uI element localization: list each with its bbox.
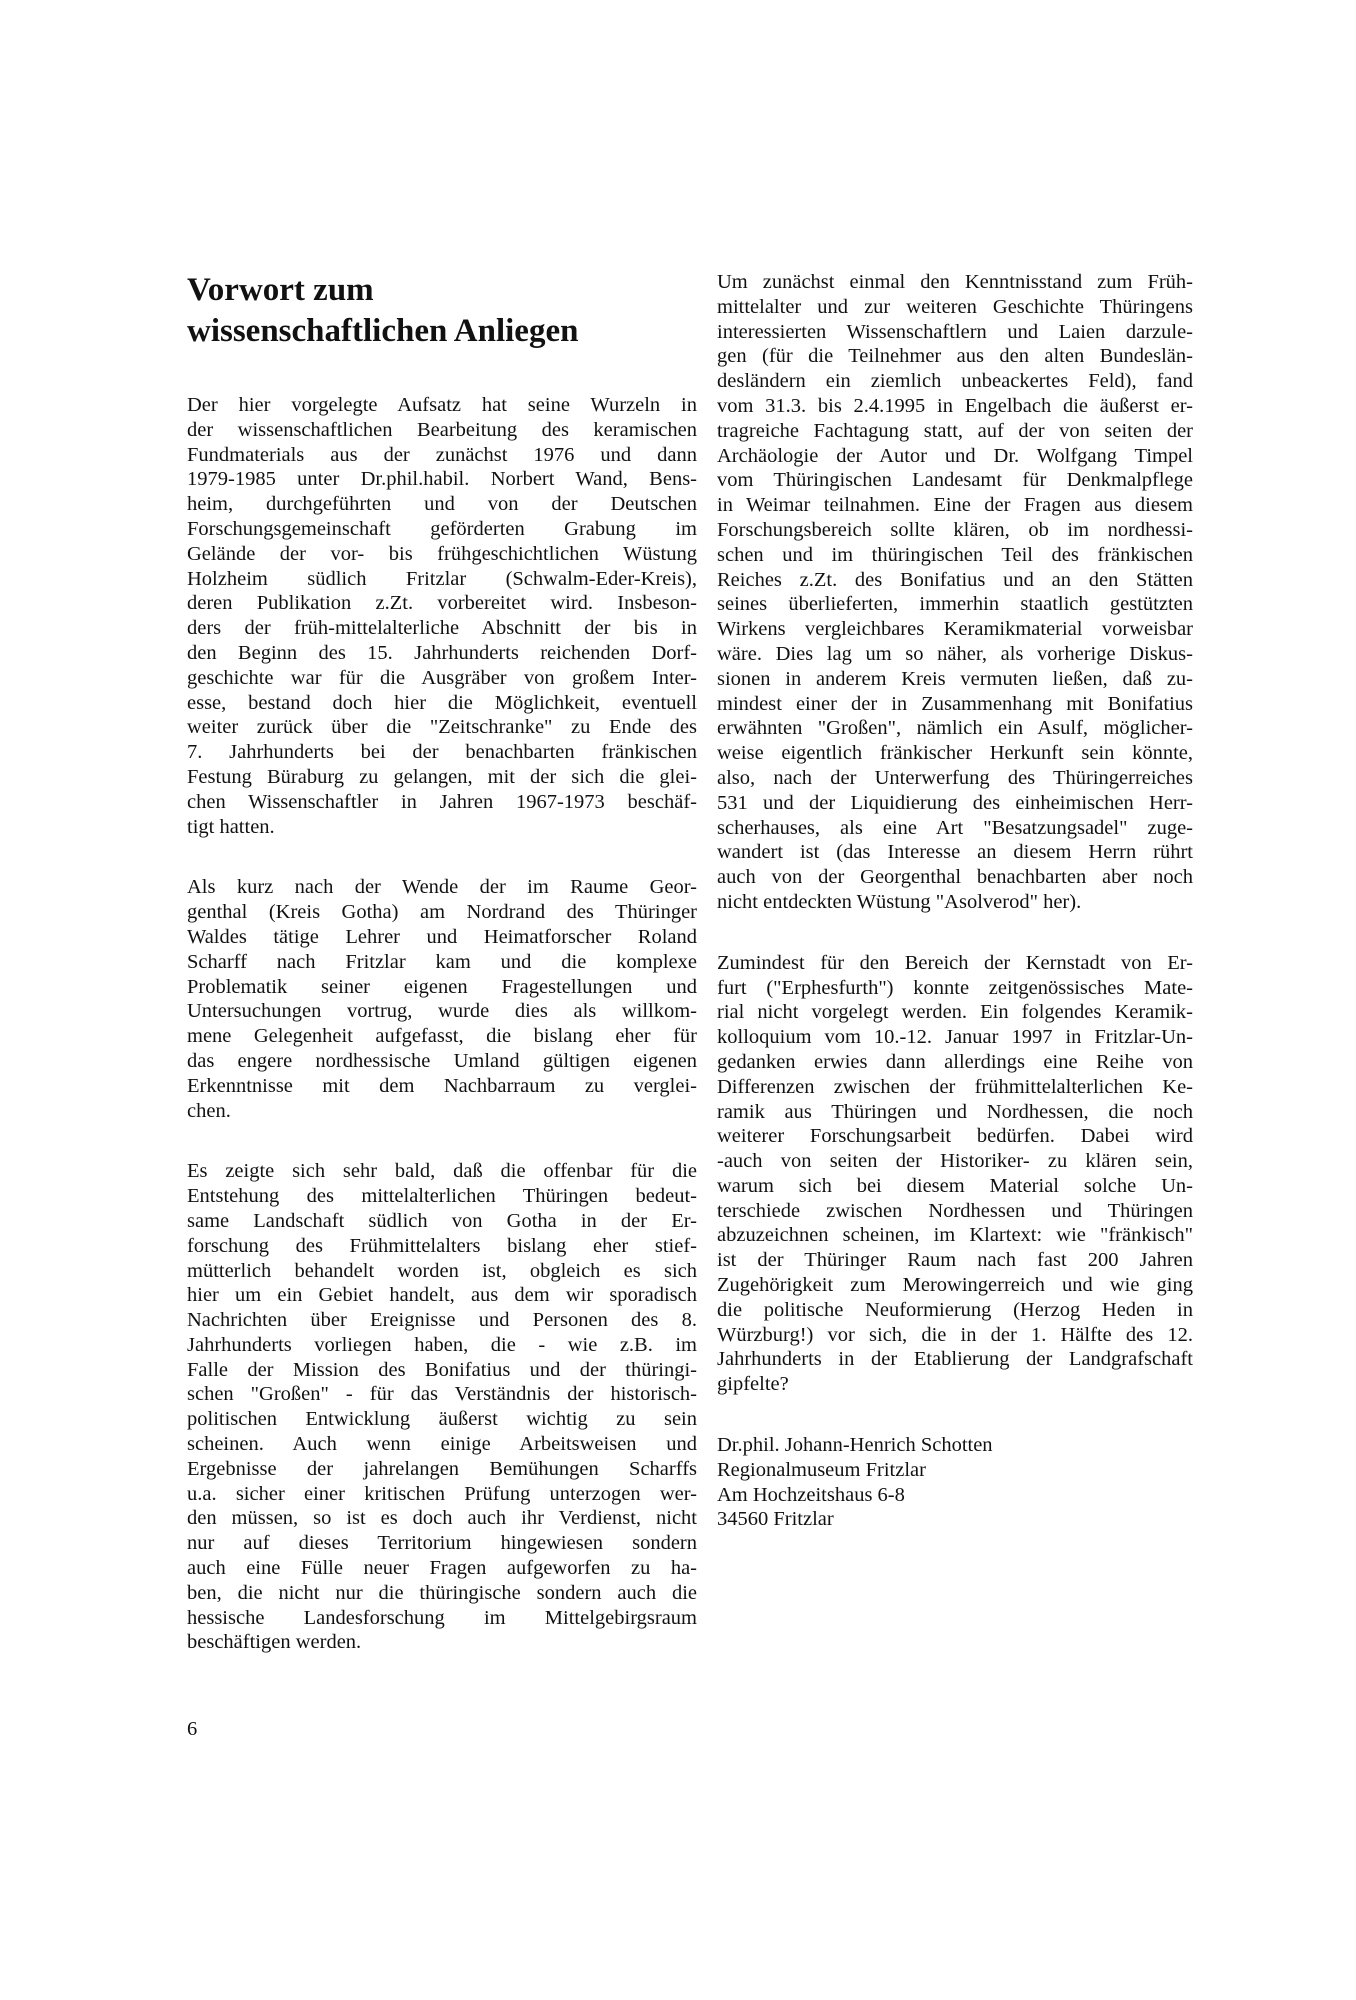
title-line: wissenschaftlichen Anliegen [187, 313, 579, 349]
text-line: Zugehörigkeit zum Merowingerreich und wie ging [717, 1274, 1193, 1297]
title-line: Vorwort zum [187, 272, 374, 308]
text-line: chen Wissenschaftler in Jahren 1967-1973 beschäf- [187, 790, 697, 813]
text-line: Problematik seiner eigenen Fragestellungen und [187, 975, 697, 998]
text-line: ramik aus Thüringen und Nordhessen, die noch [717, 1100, 1193, 1123]
text-line: forschung des Frühmittelalters bislang eher stief- [187, 1234, 697, 1257]
text-line: Wirkens vergleichbares Keramikmaterial vorweisbar [717, 618, 1193, 641]
text-line: chen. [187, 1099, 231, 1122]
paragraph [717, 951, 1193, 1397]
text-line: hessische Landesforschung im Mittelgebirgsraum [187, 1606, 697, 1629]
text-line: Ergebnisse der jahrelangen Bemühungen Scharffs [187, 1457, 697, 1480]
text-line: das engere nordhessische Umland gültigen eigenen [187, 1049, 697, 1072]
text-line: auch eine Fülle neuer Fragen aufgeworfen zu ha- [187, 1557, 697, 1580]
text-line: mütterlich behandelt worden ist, obgleich es sich [187, 1259, 697, 1282]
text-line: genthal (Kreis Gotha) am Nordrand des Thüringer [187, 901, 697, 924]
text-line: politischen Entwicklung äußerst wichtig zu sein [187, 1408, 697, 1431]
text-line: u.a. sicher einer kritischen Prüfung unterzogen wer- [187, 1482, 697, 1505]
right-column [717, 270, 1193, 1532]
text-line: esse, bestand doch hier die Möglichkeit, eventuell [187, 691, 697, 714]
text-line: wäre. Dies lag um so näher, als vorherige Diskus- [717, 642, 1193, 665]
text-line: gen (für die Teilnehmer aus den alten Bundeslän- [717, 345, 1193, 368]
text-line: kolloquium vom 10.-12. Januar 1997 in Fritzlar-Un- [717, 1026, 1193, 1049]
text-line: Fundmaterials aus der zunächst 1976 und dann [187, 443, 697, 466]
left-column [187, 270, 697, 1691]
text-line: deren Publikation z.Zt. vorbereitet wird. Insbeson- [187, 592, 697, 615]
text-line: Waldes tätige Lehrer und Heimatforscher Roland [187, 925, 697, 948]
text-line: Jahrhunderts in der Etablierung der Landgrafschaft [717, 1348, 1193, 1371]
text-line: Erkenntnisse mit dem Nachbarraum zu verglei- [187, 1074, 697, 1097]
text-line: 531 und der Liquidierung des einheimischen Herr- [717, 791, 1193, 814]
text-line: hier um ein Gebiet handelt, aus dem wir sporadisch [187, 1284, 697, 1307]
text-line: seines überlieferten, immerhin staatlich gestützten [717, 593, 1193, 616]
text-line: Der hier vorgelegte Aufsatz hat seine Wurzeln in [187, 394, 697, 416]
text-line: Es zeigte sich sehr bald, daß die offenbar für die [187, 1160, 697, 1183]
text-line: also, nach der Unterwerfung des Thüringerreiches [717, 766, 1193, 789]
paragraph [187, 875, 697, 1123]
address-line: Am Hochzeitshaus 6-8 [717, 1483, 905, 1506]
text-line: tigt hatten. [187, 815, 275, 838]
paragraph [187, 1159, 697, 1655]
text-line: terschiede zwischen Nordhessen und Thüringen [717, 1199, 1193, 1222]
address-line: Dr.phil. Johann-Henrich Schotten [717, 1434, 993, 1457]
text-line: tragreiche Fachtagung statt, auf der von seiten der [717, 419, 1193, 442]
text-line: ist der Thüringer Raum nach fast 200 Jahren [717, 1249, 1193, 1272]
text-line: weiter zurück über die "Zeitschranke" zu Ende des [187, 716, 697, 739]
right-paragraphs [717, 270, 1193, 1397]
text-line: weiterer Forschungsarbeit bedürfen. Dabei wird [717, 1125, 1193, 1148]
text-line: Nachrichten über Ereignisse und Personen des 8. [187, 1309, 697, 1332]
text-line: scherhauses, als eine Art "Besatzungsadel" zuge- [717, 816, 1193, 839]
text-line: weise eigentlich fränkischer Herkunft sein könnte, [717, 742, 1193, 765]
text-line: Gelände der vor- bis frühgeschichtlichen Wüstung [187, 542, 697, 565]
text-line: gipfelte? [717, 1373, 789, 1396]
left-paragraphs [187, 393, 697, 1655]
text-line: nicht entdeckten Wüstung "Asolverod" her). [717, 890, 1082, 913]
text-line: den Beginn des 15. Jahrhunderts reichenden Dorf- [187, 641, 697, 664]
text-line: Scharff nach Fritzlar kam und die komplexe [187, 950, 697, 973]
text-line: Entstehung des mittelalterlichen Thüringen bedeut- [187, 1185, 697, 1208]
page-number: 6 [187, 1718, 198, 1740]
text-line: Reiches z.Zt. des Bonifatius und an den Stätten [717, 568, 1193, 591]
text-line: nur auf dieses Territorium hingewiesen sondern [187, 1532, 697, 1555]
text-line: Jahrhunderts vorliegen haben, die - wie z.B. im [187, 1333, 697, 1356]
text-line: in Weimar teilnahmen. Eine der Fragen aus diesem [717, 494, 1193, 517]
text-line: scheinen. Auch wenn einige Arbeitsweisen und [187, 1433, 697, 1456]
text-line: Falle der Mission des Bonifatius und der thüringi- [187, 1358, 697, 1381]
text-line: geschichte war für die Ausgräber von großem Inter- [187, 666, 697, 689]
author-address [717, 1433, 1193, 1532]
text-line: Um zunächst einmal den Kenntnisstand zum Früh- [717, 271, 1193, 293]
text-line: Würzburg!) vor sich, die in der 1. Hälfte des 12. [717, 1323, 1193, 1346]
text-line: schen und im thüringischen Teil des fränkischen [717, 543, 1193, 566]
text-line: erwähnten "Großen", nämlich ein Asulf, möglicher- [717, 717, 1193, 740]
text-line: Festung Büraburg zu gelangen, mit der sich die glei- [187, 765, 697, 788]
paragraph [717, 270, 1193, 915]
text-line: den müssen, so ist es doch auch ihr Verdienst, nicht [187, 1507, 697, 1530]
text-line: interessierten Wissenschaftlern und Laien darzule- [717, 320, 1193, 343]
text-line: furt ("Erphesfurth") konnte zeitgenössisches Mate- [717, 976, 1193, 999]
text-line: vom 31.3. bis 2.4.1995 in Engelbach die äußerst er- [717, 394, 1193, 417]
text-line: beschäftigen werden. [187, 1631, 362, 1654]
text-line: Zumindest für den Bereich der Kernstadt von Er- [717, 951, 1193, 974]
text-line: Archäologie der Autor und Dr. Wolfgang Timpel [717, 444, 1193, 467]
text-line: mene Gelegenheit aufgefasst, die bislang eher für [187, 1025, 697, 1048]
text-line: mindest einer der in Zusammenhang mit Bonifatius [717, 692, 1193, 715]
text-line: die politische Neuformierung (Herzog Heden in [717, 1298, 1193, 1321]
text-line: Forschungsgemeinschaft geförderten Grabung im [187, 517, 697, 540]
text-line: sionen in anderem Kreis vermuten ließen, daß zu- [717, 667, 1193, 690]
text-line: rial nicht vorgelegt werden. Ein folgendes Keramik- [717, 1001, 1193, 1024]
text-line: 7. Jahrhunderts bei der benachbarten fränkischen [187, 741, 697, 764]
paragraph [187, 393, 697, 839]
address-line: Regionalmuseum Fritzlar [717, 1458, 926, 1481]
text-line: der wissenschaftlichen Bearbeitung des keramischen [187, 418, 697, 441]
text-line: gedanken erwies dann allerdings eine Reihe von [717, 1050, 1193, 1073]
text-line: Holzheim südlich Fritzlar (Schwalm-Eder-Kreis), [187, 567, 697, 590]
text-line: Forschungsbereich sollte klären, ob im nordhessi- [717, 518, 1193, 541]
text-line: 1979-1985 unter Dr.phil.habil. Norbert Wand, Bens- [187, 468, 697, 491]
text-line: ben, die nicht nur die thüringische sondern auch die [187, 1581, 697, 1604]
text-line: vom Thüringischen Landesamt für Denkmalpflege [717, 469, 1193, 492]
text-line: Als kurz nach der Wende der im Raume Geor- [187, 876, 697, 899]
text-line: Untersuchungen vortrug, wurde dies als willkom- [187, 1000, 697, 1023]
text-line: same Landschaft südlich von Gotha in der Er- [187, 1209, 697, 1232]
text-line: wandert ist (das Interesse an diesem Herrn rührt [717, 841, 1193, 864]
text-line: warum sich bei diesem Material solche Un- [717, 1174, 1193, 1197]
text-line: -auch von seiten der Historiker- zu klären sein, [717, 1150, 1193, 1173]
text-line: ders der früh-mittelalterliche Abschnitt der bis in [187, 617, 697, 640]
page-title [187, 270, 697, 352]
text-line: auch von der Georgenthal benachbarten aber noch [717, 866, 1193, 889]
text-line: heim, durchgeführten und von der Deutschen [187, 493, 697, 516]
text-line: desländern ein ziemlich unbeackertes Feld), fand [717, 370, 1193, 393]
text-line: abzuzeichnen scheinen, im Klartext: wie "fränkisch" [717, 1224, 1193, 1247]
text-line: Differenzen zwischen der frühmittelalterlichen Ke- [717, 1075, 1193, 1098]
text-line: mittelalter und zur weiteren Geschichte Thüringens [717, 295, 1193, 318]
text-line: schen "Großen" - für das Verständnis der historisch- [187, 1383, 697, 1406]
address-line: 34560 Fritzlar [717, 1508, 834, 1531]
